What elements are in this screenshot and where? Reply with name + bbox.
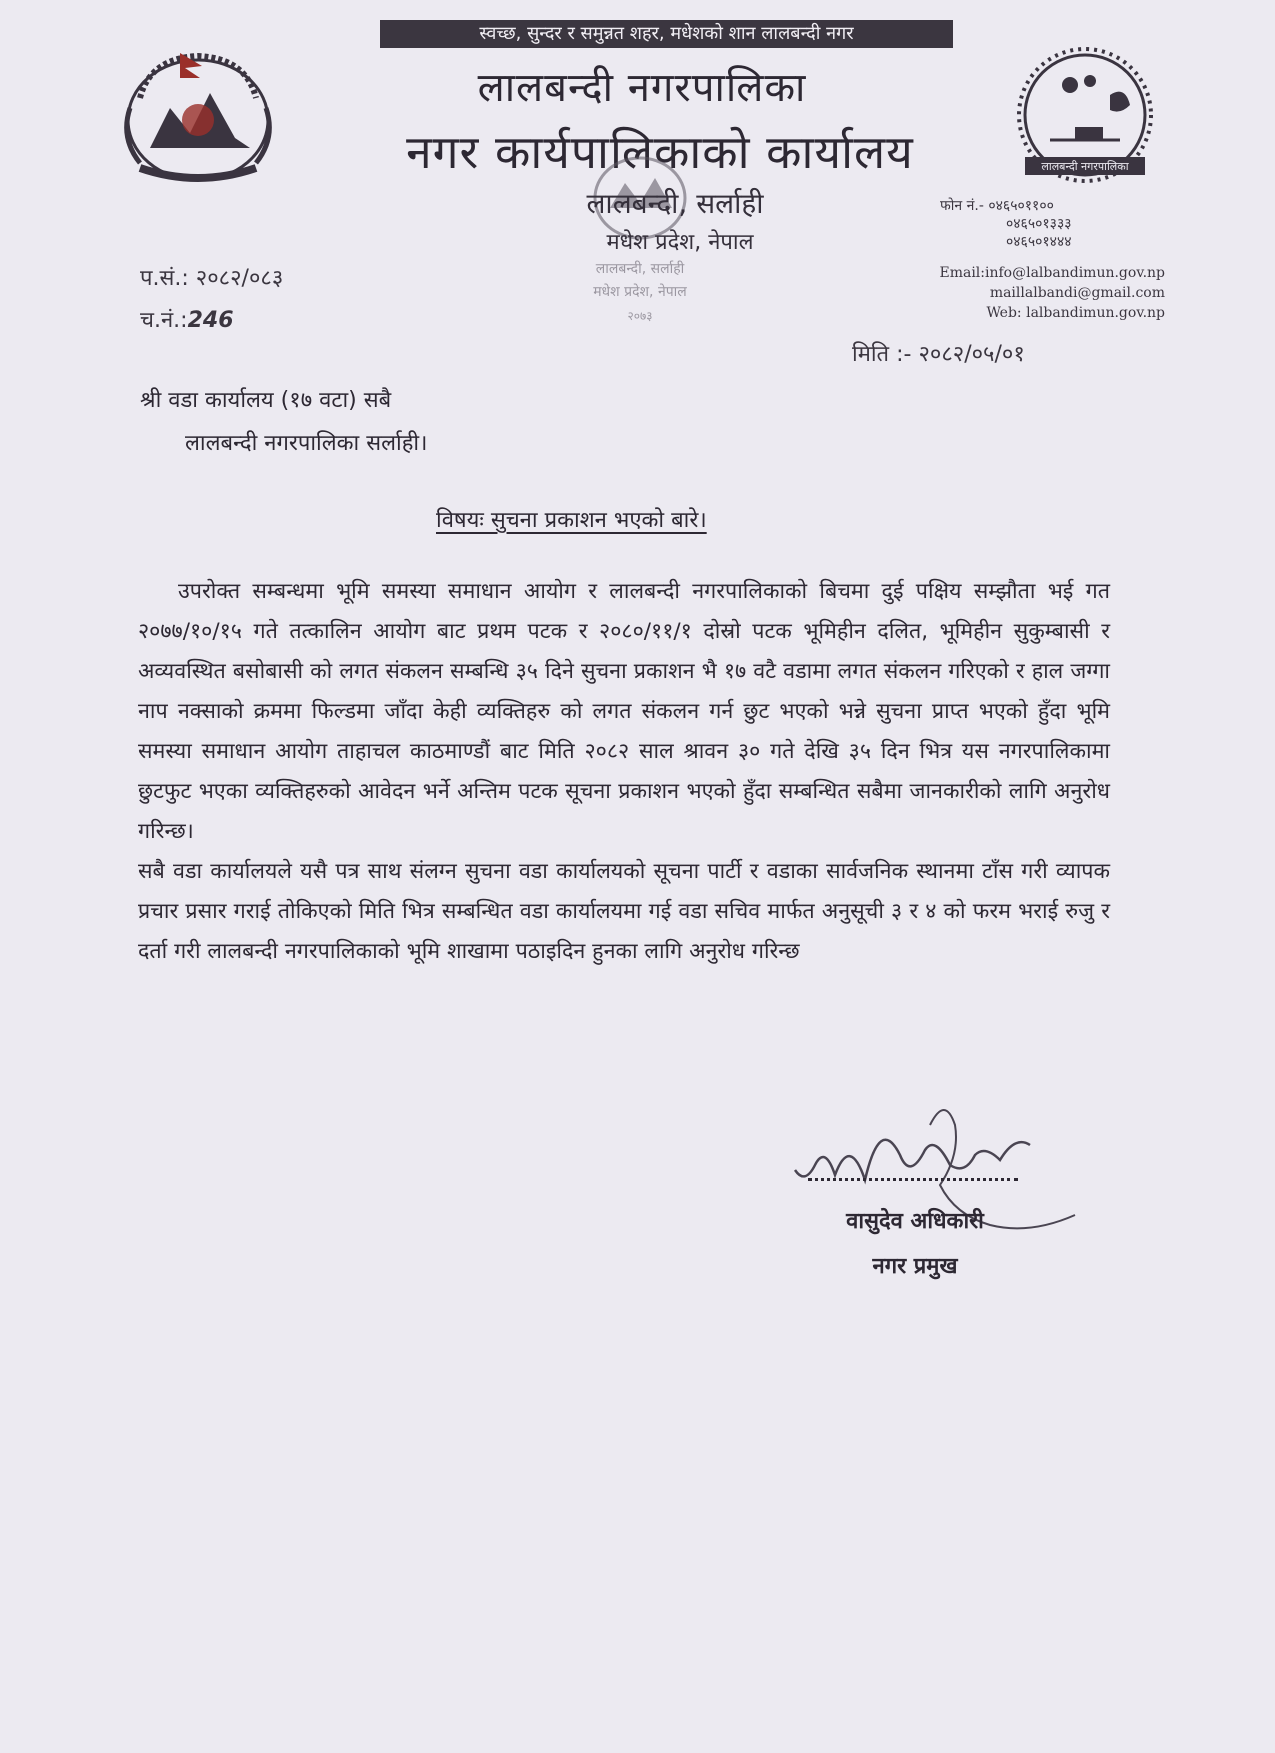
dispatch-number: [140, 304, 234, 334]
tagline-banner: स्वच्छ, सुन्दर र समुन्नत शहर, मधेशको शान लालबन्दी नगर: [380, 20, 953, 48]
letter-body: [138, 572, 1110, 972]
email-address-alt: maillalbandi@gmail.com: [989, 285, 1165, 301]
phone-label: फोन नं.-: [940, 198, 984, 214]
address-city: लालबन्दी, सर्लाही: [586, 187, 764, 220]
nepal-government-emblem-icon: [110, 38, 285, 193]
signature-line: [808, 1178, 1018, 1181]
date-value: २०८२/०५/०१: [918, 342, 1025, 367]
recipient-line-1: श्री वडा कार्यालय (१७ वटा) सबै: [140, 388, 392, 413]
municipality-name: लालबन्दी नगरपालिका: [477, 65, 807, 111]
right-logo-ribbon-text: लालबन्दी नगरपालिका: [1041, 160, 1129, 173]
contact-online: [925, 263, 1165, 323]
dispatch-label: च.नं.:: [140, 308, 188, 333]
ref-value: २०८२/०८३: [195, 266, 284, 291]
signer-name: वासुदेव अधिकारी: [846, 1209, 984, 1234]
stamp-year: २०७३: [627, 309, 653, 323]
contact-phones: [940, 197, 1140, 251]
date-label: मिति :-: [852, 342, 912, 367]
stamp-text-province: मधेश प्रदेश, नेपाल: [593, 284, 687, 300]
letter-subject: विषयः सुचना प्रकाशन भएको बारे।: [436, 508, 707, 533]
phone-number: ०४६५०१३३३: [1006, 216, 1072, 232]
dispatch-value: 246: [187, 308, 234, 333]
phone-number: ०४६५०१४४४: [1006, 234, 1072, 250]
website: Web: lalbandimun.gov.np: [986, 305, 1165, 321]
stamp-text: लालबन्दी, सर्लाही: [595, 261, 685, 277]
lalbandi-municipality-logo-icon: [1000, 45, 1170, 195]
body-paragraph-1: उपरोक्त सम्बन्धमा भूमि समस्या समाधान आयोग र लालबन्दी नगरपालिकाको बिचमा दुई पक्षिय सम्झौता भई गत २०७७/१०/१५ गते तत्कालिन आयोग बाट प्रथम पटक र २०८०/११/१ दोस्रो पटक भूमिहीन दलित, भूमिहीन सुकुम्बासी र अव्यवस्थित बसोबासी को लगत संकलन सम्बन्धि ३५ दिने सुचना प्रकाशन भै १७ वटै वडामा लगत संकलन गरिएको र हाल जग्गा नाप नक्साको क्रममा फिल्डमा जाँदा केही व्यक्तिहरु को लगत संकलन गर्न छुट भएको भन्ने सुचना प्राप्त भएको हुँदा भूमि समस्या समाधान आयोग ताहाचल काठमाण्डौं बाट मिति २०८२ साल श्रावन ३० गते देखि ३५ दिन भित्र यस नगरपालिकामा छुटफुट भएका व्यक्तिहरुको आवेदन भर्ने अन्तिम पटक सूचना प्रकाशन भएको हुँदा सम्बन्धित सबैमा जानकारीको लागि अनुरोध गरिन्छ।: [138, 579, 1110, 844]
body-paragraph-2: सबै वडा कार्यालयले यसै पत्र साथ संलग्न सुचना वडा कार्यालयको सूचना पार्टी र वडाका सार्वजनिक स्थानमा टाँस गरी व्यापक प्रचार प्रसार गराई तोकिएको मिति भित्र सम्बन्धित वडा कार्यालयमा गई वडा सचिव मार्फत अनुसूची ३ र ४ को फरम भराई रुजु र दर्ता गरी लालबन्दी नगरपालिकाको भूमि शाखामा पठाइदिन हुनका लागि अनुरोध गरिन्छ: [138, 859, 1110, 964]
email-address: Email:info@lalbandimun.gov.np: [939, 265, 1165, 281]
phone-number: ०४६५०११००: [988, 198, 1054, 214]
reference-number: [140, 262, 283, 292]
signer-title: नगर प्रमुख: [872, 1254, 958, 1279]
address-province: मधेश प्रदेश, नेपाल: [606, 230, 754, 255]
ref-label: प.सं.:: [140, 266, 189, 291]
office-title: नगर कार्यपालिकाको कार्यालय: [406, 125, 914, 179]
letter-date: [852, 338, 1025, 368]
recipient-line-2: लालबन्दी नगरपालिका सर्लाही।: [185, 431, 428, 456]
